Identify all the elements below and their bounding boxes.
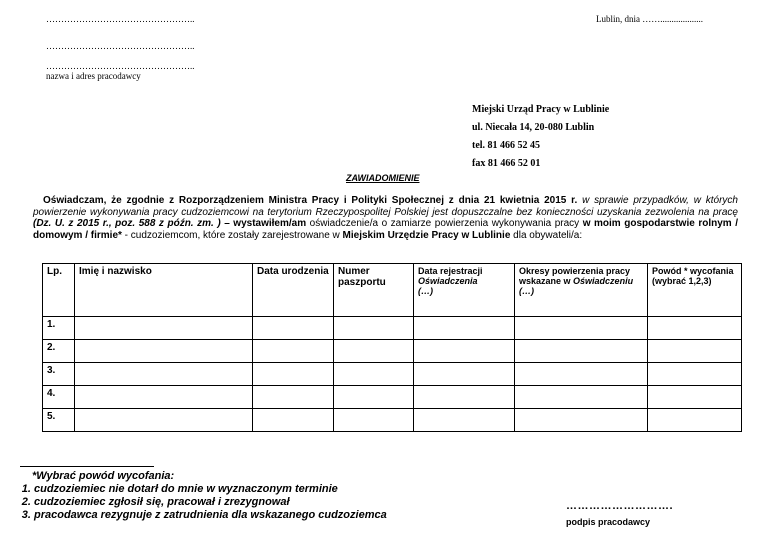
header-registration-a: Data rejestracji: [418, 266, 483, 276]
cell-dob[interactable]: [253, 363, 334, 386]
header-periods: [515, 264, 648, 317]
statement-part-9: dla obywateli/a:: [510, 229, 583, 241]
cell-registration[interactable]: [414, 340, 515, 363]
cell-reason[interactable]: [648, 386, 742, 409]
statement-part-8: Miejskim Urzędzie Pracy w Lublinie: [339, 229, 511, 241]
row-number: 3.: [43, 363, 75, 386]
employer-line-3: …………………………………………..: [46, 61, 195, 71]
recipient-address: ul. Niecała 14, 20-080 Lublin: [472, 122, 595, 133]
footnote-separator: [20, 466, 154, 467]
cell-dob[interactable]: [253, 409, 334, 432]
row-number: 2.: [43, 340, 75, 363]
statement-part-7: - cudzoziemcom, które zostały zarejestrowane w: [121, 229, 340, 241]
employer-line-1: …………………………………………..: [46, 14, 195, 24]
recipient-tel: tel. 81 466 52 45: [472, 140, 541, 151]
signature-label: podpis pracodawcy: [566, 517, 651, 527]
statement-paragraph: [33, 195, 738, 241]
cell-name[interactable]: [75, 409, 253, 432]
recipient-fax: fax 81 466 52 01: [472, 158, 541, 169]
cell-reason[interactable]: [648, 363, 742, 386]
cell-name[interactable]: [75, 363, 253, 386]
cell-passport[interactable]: [334, 409, 414, 432]
statement-part-1: Oświadczam, że zgodnie z Rozporządzeniem Ministra Pracy i Polityki Społecznej z dnia 21 kwietnia 2015 r.: [43, 195, 578, 206]
cell-registration[interactable]: [414, 363, 515, 386]
statement-part-3: (Dz. U. z 2015 r., poz. 588 z późn. zm. ): [33, 218, 221, 229]
header-periods-b: Oświadczeniu: [573, 276, 634, 286]
cell-passport[interactable]: [334, 363, 414, 386]
header-periods-a: Okresy powierzenia pracy wskazane w: [519, 266, 631, 286]
footnote: [20, 470, 387, 522]
cell-periods[interactable]: [515, 340, 648, 363]
cell-passport[interactable]: [334, 386, 414, 409]
header-registration-b: Oświadczenia: [418, 276, 478, 286]
header-lp: Lp.: [43, 264, 75, 317]
cell-periods[interactable]: [515, 409, 648, 432]
cell-reason[interactable]: [648, 317, 742, 340]
cell-periods[interactable]: [515, 386, 648, 409]
cell-name[interactable]: [75, 317, 253, 340]
table-row: [43, 363, 742, 386]
cell-dob[interactable]: [253, 317, 334, 340]
signature-line: ……………………….: [566, 500, 674, 512]
reason-item: 2. cudzoziemiec zgłosił się, pracował i zrezygnował: [34, 496, 387, 509]
table-row: [43, 317, 742, 340]
header-registration-date: [414, 264, 515, 317]
table-row: [43, 409, 742, 432]
table-row: [43, 340, 742, 363]
document-title: ZAWIADOMIENIE: [346, 173, 420, 183]
cell-reason[interactable]: [648, 340, 742, 363]
cell-name[interactable]: [75, 340, 253, 363]
recipient-name: Miejski Urząd Pracy w Lublinie: [472, 104, 610, 115]
cell-dob[interactable]: [253, 340, 334, 363]
header-passport: Numer paszportu: [334, 264, 414, 317]
cell-registration[interactable]: [414, 317, 515, 340]
footnote-title: *Wybrać powód wycofania:: [32, 470, 175, 482]
cell-registration[interactable]: [414, 409, 515, 432]
statement-part-2: w sprawie przypadków, w których powierzenie wykonywania pracy cudzoziemcowi na terytorium Rzeczypospolitej Polskiej jest dopuszczalne bez konieczności uzyskania zezwolenia na pracę: [33, 195, 738, 218]
cell-reason[interactable]: [648, 409, 742, 432]
header-dob: Data urodzenia: [253, 264, 334, 317]
cell-registration[interactable]: [414, 386, 515, 409]
row-number: 1.: [43, 317, 75, 340]
row-number: 4.: [43, 386, 75, 409]
place-date: Lublin, dnia ……...................: [596, 14, 703, 24]
foreigners-table: [42, 263, 742, 432]
cell-name[interactable]: [75, 386, 253, 409]
cell-periods[interactable]: [515, 363, 648, 386]
cell-periods[interactable]: [515, 317, 648, 340]
header-registration-c: (…): [418, 286, 433, 296]
cell-passport[interactable]: [334, 340, 414, 363]
employer-caption: nazwa i adres pracodawcy: [46, 71, 141, 81]
cell-passport[interactable]: [334, 317, 414, 340]
employer-line-2: …………………………………………..: [46, 41, 195, 51]
header-name: Imię i nazwisko: [75, 264, 253, 317]
header-reason: Powód * wycofania (wybrać 1,2,3): [648, 264, 742, 317]
header-periods-c: (…): [519, 286, 534, 296]
reason-list: [20, 483, 387, 522]
statement-part-4: – wystawiłem/am: [220, 218, 307, 229]
reason-item: 3. pracodawca rezygnuje z zatrudnienia dla wskazanego cudzoziemca: [34, 509, 387, 522]
statement-part-5: oświadczenie/a o zamiarze powierzenia wykonywania pracy: [306, 218, 580, 229]
statement-part-6: w moim gospodarstwie rolnym / domowym / firmie*: [33, 218, 738, 241]
table-header-row: [43, 264, 742, 317]
cell-dob[interactable]: [253, 386, 334, 409]
table-row: [43, 386, 742, 409]
reason-item: 1. cudzoziemiec nie dotarł do mnie w wyznaczonym terminie: [34, 483, 387, 496]
row-number: 5.: [43, 409, 75, 432]
